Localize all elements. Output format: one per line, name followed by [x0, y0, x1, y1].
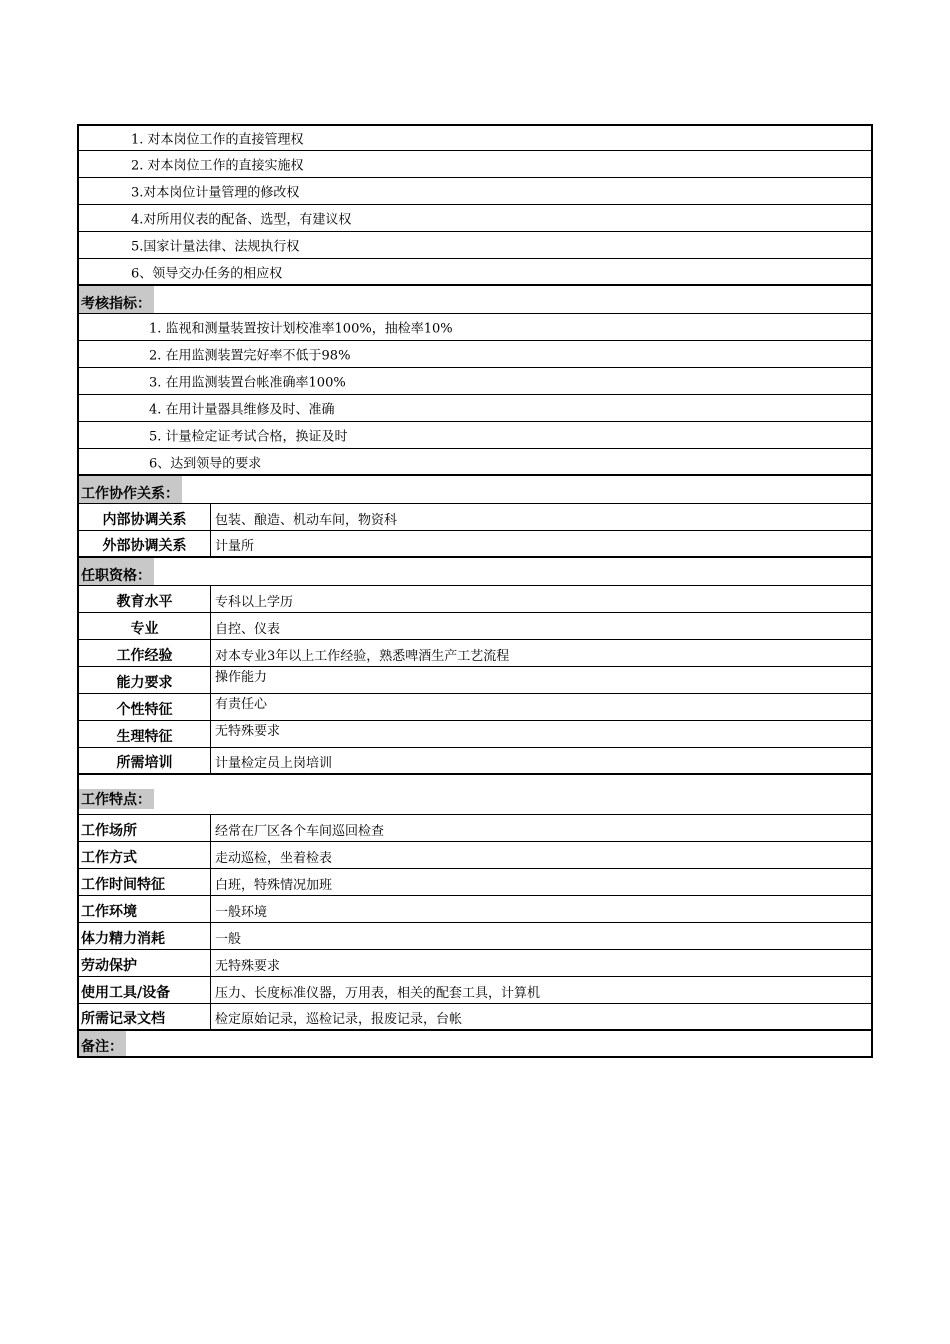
cooperation-row — [77, 504, 873, 531]
cooperation-value: 计量所 — [215, 539, 255, 554]
kpi-item: 4. 在用计量器具维修及时、准确 — [149, 402, 335, 418]
features-value: 一般 — [215, 932, 242, 947]
features-value: 经常在厂区各个车间巡回检查 — [215, 824, 385, 839]
qualification-row — [77, 640, 873, 667]
kpi-row — [77, 395, 873, 422]
features-label: 劳动保护 — [79, 950, 211, 976]
features-row — [77, 815, 873, 842]
remarks-row — [77, 1031, 873, 1058]
features-value: 压力、长度标准仪器，万用表，相关的配套工具，计算机 — [215, 986, 541, 1001]
qualification-title: 任职资格： — [79, 558, 154, 585]
features-value: 检定原始记录，巡检记录，报废记录，台帐 — [215, 1012, 463, 1027]
authority-item: 6、领导交办任务的相应权 — [131, 266, 283, 281]
features-section-header — [77, 775, 873, 815]
authority-row — [77, 205, 873, 232]
qualification-row — [77, 748, 873, 775]
features-value: 一般环境 — [215, 905, 268, 920]
kpi-title: 考核指标： — [79, 286, 154, 313]
features-title: 工作特点： — [79, 789, 154, 809]
authority-row — [77, 232, 873, 259]
qualification-row — [77, 721, 873, 748]
authority-row — [77, 151, 873, 178]
qualification-row — [77, 586, 873, 613]
qualification-label: 生理特征 — [79, 721, 211, 747]
cooperation-label: 外部协调关系 — [79, 531, 211, 556]
features-label: 工作场所 — [79, 815, 211, 841]
authority-item: 3.对本岗位计量管理的修改权 — [131, 185, 300, 201]
authority-item: 1. 对本岗位工作的直接管理权 — [131, 132, 304, 148]
features-row — [77, 923, 873, 950]
qualification-label: 所需培训 — [79, 748, 211, 773]
authority-row — [77, 178, 873, 205]
kpi-row — [77, 449, 873, 476]
qualification-label: 工作经验 — [79, 640, 211, 666]
qualification-section-header — [77, 558, 873, 586]
kpi-section-header — [77, 286, 873, 314]
authority-item: 2. 对本岗位工作的直接实施权 — [131, 158, 304, 174]
kpi-row — [77, 422, 873, 449]
kpi-row — [77, 368, 873, 395]
features-label: 工作方式 — [79, 842, 211, 868]
features-row — [77, 896, 873, 923]
authority-item: 5.国家计量法律、法规执行权 — [131, 239, 300, 255]
features-label: 工作环境 — [79, 896, 211, 922]
qualification-value: 计量检定员上岗培训 — [215, 756, 333, 771]
qualification-value: 无特殊要求 — [215, 724, 281, 739]
qualification-value: 有责任心 — [215, 697, 268, 712]
kpi-row — [77, 314, 873, 341]
kpi-item: 5. 计量检定证考试合格，换证及时 — [149, 429, 348, 445]
features-label: 使用工具/设备 — [79, 977, 211, 1003]
features-value: 走动巡检，坐着检表 — [215, 851, 333, 866]
qualification-row — [77, 613, 873, 640]
qualification-value: 操作能力 — [215, 670, 268, 685]
authority-row — [77, 259, 873, 286]
qualification-label: 个性特征 — [79, 694, 211, 720]
features-label: 体力精力消耗 — [79, 923, 211, 949]
qualification-value: 对本专业3年以上工作经验，熟悉啤酒生产工艺流程 — [215, 649, 510, 664]
features-row — [77, 842, 873, 869]
features-row — [77, 977, 873, 1004]
kpi-row — [77, 341, 873, 368]
cooperation-section-header — [77, 476, 873, 504]
qualification-label: 专业 — [79, 613, 211, 639]
cooperation-title: 工作协作关系： — [79, 476, 182, 503]
kpi-item: 1. 监视和测量装置按计划校准率100%，抽检率10% — [149, 321, 453, 337]
qualification-row — [77, 694, 873, 721]
cooperation-value: 包装、酿造、机动车间，物资科 — [215, 513, 398, 528]
features-label: 工作时间特征 — [79, 869, 211, 895]
features-label: 所需记录文档 — [79, 1004, 211, 1029]
features-value: 白班，特殊情况加班 — [215, 878, 333, 893]
authority-item: 4.对所用仪表的配备、选型，有建议权 — [131, 212, 352, 228]
features-row — [77, 950, 873, 977]
features-value: 无特殊要求 — [215, 959, 281, 974]
qualification-value: 专科以上学历 — [215, 595, 294, 610]
cooperation-row — [77, 531, 873, 558]
remarks-title: 备注： — [79, 1031, 126, 1056]
kpi-item: 2. 在用监测装置完好率不低于98% — [149, 348, 351, 364]
job-description-table — [77, 124, 873, 1058]
kpi-item: 6、达到领导的要求 — [149, 456, 262, 471]
kpi-item: 3. 在用监测装置台帐准确率100% — [149, 375, 346, 391]
qualification-row — [77, 667, 873, 694]
qualification-label: 教育水平 — [79, 586, 211, 612]
features-row — [77, 869, 873, 896]
authority-row — [77, 124, 873, 151]
features-row — [77, 1004, 873, 1031]
qualification-value: 自控、仪表 — [215, 622, 281, 637]
cooperation-label: 内部协调关系 — [79, 504, 211, 530]
qualification-label: 能力要求 — [79, 667, 211, 693]
